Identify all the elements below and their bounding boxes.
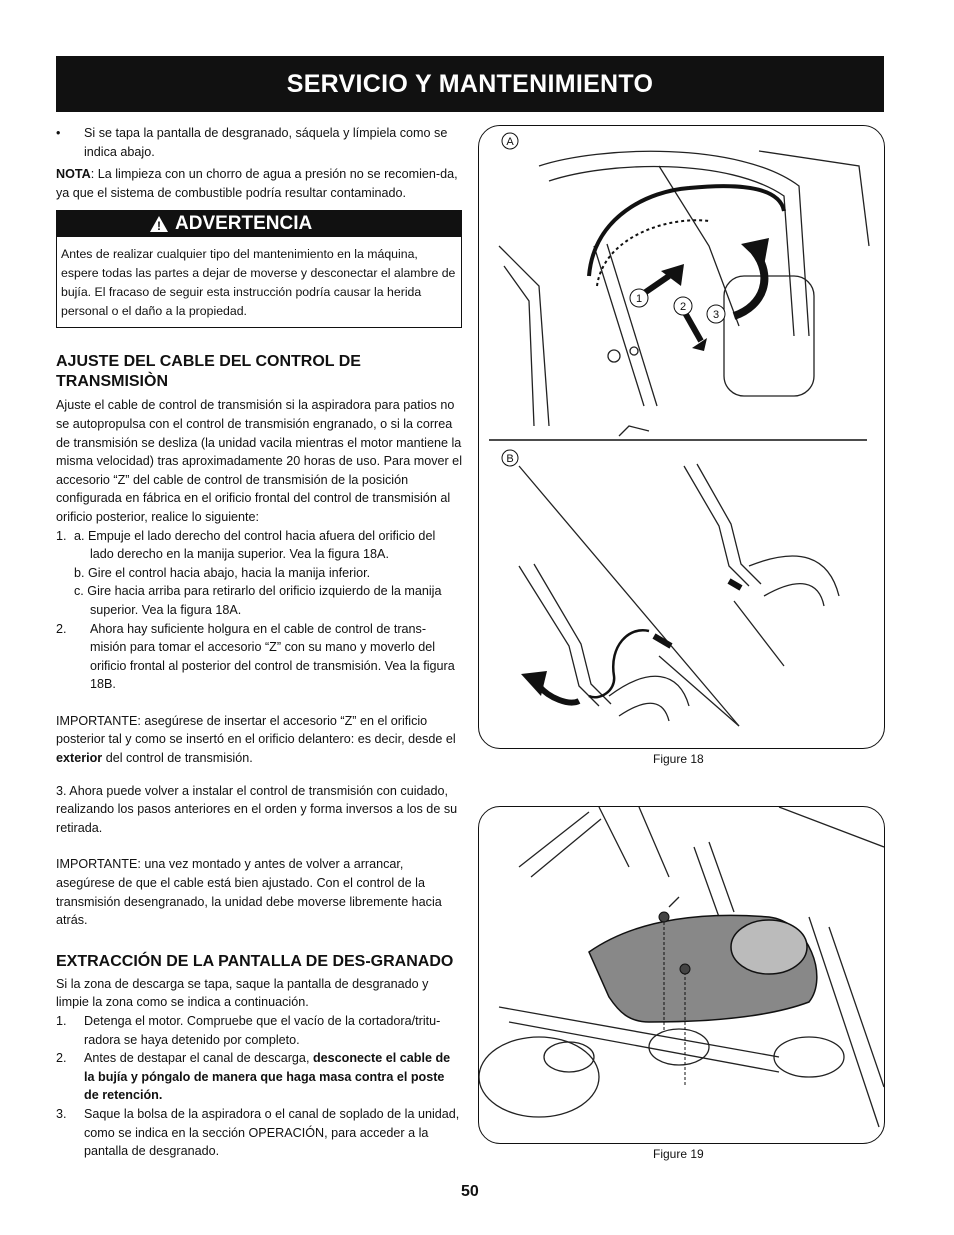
section2-step3-number: 3. xyxy=(56,1106,67,1121)
step1a-text: a. Empuje el lado derecho del control hacia afuera del orificio del lado derecho en la manija superior. Vea la figura 18A. xyxy=(74,528,436,562)
section2-step2 xyxy=(56,1049,462,1105)
page-header-bar xyxy=(56,56,884,112)
figure18-label-b: B xyxy=(506,453,514,465)
left-column xyxy=(56,124,462,1161)
bullet-mark: • xyxy=(56,126,61,140)
figure-18-frame xyxy=(478,125,885,749)
important1-text-a: IMPORTANTE: asegúrese de insertar el accesorio “Z” en el orificio posterior tal y como se insertó en el orificio delantero: es decir, desde el xyxy=(56,713,456,747)
step1c-text: c. Gire hacia arriba para retirarlo del orificio izquierdo de la manija superior. Vea la figura 18A. xyxy=(74,584,442,617)
important1-text-c: del control de transmisión. xyxy=(102,751,253,766)
warning-header xyxy=(57,211,461,237)
section2-step1-number: 1. xyxy=(56,1014,67,1028)
section2-title: EXTRACCIÓN DE LA PANTALLA DE DES-GRANADO xyxy=(56,952,454,970)
warning-symbol: ! xyxy=(157,219,161,234)
step2-text: Ahora hay suficiente holgura en el cable de control de trans-misión para tomar el accesorio “Z” con su mano y moverlo del orificio frontal al posterior del control de transmisión. Vea la figura 18B. xyxy=(90,621,455,692)
section1-title: AJUSTE DEL CABLE DEL CONTROL DE TRANSMISIÒN xyxy=(56,353,361,391)
step1-number: 1. xyxy=(56,528,67,543)
nota-label: NOTA xyxy=(56,167,91,182)
step3-paragraph: 3. Ahora puede volver a instalar el control de transmisión con cuidado, realizando los pasos anteriores en el orden y forma inversos a los de su retirada. xyxy=(56,783,458,835)
step1b-text: b. Gire el control hacia abajo, hacia la manija inferior. xyxy=(74,565,371,580)
callout-3: 3 xyxy=(712,309,720,321)
step1a-item xyxy=(56,527,462,564)
figure-19-illustration xyxy=(479,807,884,1143)
nota-paragraph xyxy=(56,165,462,202)
step2-item xyxy=(56,620,462,694)
callout-1: 1 xyxy=(635,293,643,305)
figure18-label-a: A xyxy=(506,136,514,148)
important1-paragraph xyxy=(56,712,462,768)
figure-18-caption: Figure 18 xyxy=(653,752,704,766)
section2-step3-text: Saque la bolsa de la aspiradora o el canal de soplado de la unidad, como se indica en la sección OPERACIÓN, para acceder a la pantalla de desgranado. xyxy=(84,1106,460,1159)
section1-intro: Ajuste el cable de control de transmisión si la aspiradora para patios no se autopropulsa con el control de transmisión engranado, o si la correa de transmisión se desliza (la unidad vacila mientras el motor mantiene la misma velocidad) tras aproximadamente 20 horas de uso. Para mover el accesorio “Z” del cable de control de transmisión de la posición configurada en fábrica en el orificio frontal del control de transmisión al orificio posterior, realice lo siguiente: xyxy=(56,398,462,524)
warning-triangle-icon xyxy=(149,215,169,233)
callout-2: 2 xyxy=(679,301,687,313)
section2-step2-number: 2. xyxy=(56,1051,67,1066)
figure-19-caption: Figure 19 xyxy=(653,1147,704,1161)
page-number: 50 xyxy=(461,1183,479,1200)
warning-text: Antes de realizar cualquier tipo del mantenimiento en la máquina, espere todas las partes a dejar de moverse y desconectar el alambre de bujía. El fracaso de seguir esta instrucción podría causar la herida personal o el daño a la propiedad. xyxy=(61,247,456,319)
figure-19-frame xyxy=(478,806,885,1144)
important2-paragraph: IMPORTANTE: una vez montado y antes de volver a arrancar, asegúrese de que el cable está bien ajustado. Con el control de la transmisión desengranado, la unidad debe moverse libremente hacia atrás. xyxy=(56,857,442,928)
step2-number: 2. xyxy=(56,621,67,636)
warning-box xyxy=(56,210,462,328)
section2-step2-text xyxy=(84,1049,462,1105)
warning-title: ADVERTENCIA xyxy=(175,213,313,235)
section2-intro: Si la zona de descarga se tapa, saque la pantalla de desgranado y limpie la zona como se indica a continuación. xyxy=(56,976,429,1010)
section2-step1-text: Detenga el motor. Compruebe que el vacío de la cortadora/tritu-radora se haya detenido por completo. xyxy=(84,1014,441,1047)
section2-step3 xyxy=(56,1105,462,1161)
bullet-text: Si se tapa la pantalla de desgranado, sáquela y límpiela como se indica abajo. xyxy=(84,126,448,159)
important1-bold: exterior xyxy=(56,751,103,766)
section2-step2-text-a: Antes de destapar el canal de descarga, xyxy=(84,1051,313,1066)
nota-text: : La limpieza con un chorro de agua a presión no se recomien-da, ya que el sistema de combustible podría resultar contaminado. xyxy=(56,167,458,200)
intro-bullet-item xyxy=(56,124,462,161)
figure-18-illustration xyxy=(479,126,884,748)
section2-step2-bold: desconecte el cable de la bujía y póngalo de manera que haga masa contra el poste de retención. xyxy=(84,1051,451,1103)
page-title: SERVICIO Y MANTENIMIENTO xyxy=(286,69,654,98)
section2-step1 xyxy=(56,1012,462,1049)
